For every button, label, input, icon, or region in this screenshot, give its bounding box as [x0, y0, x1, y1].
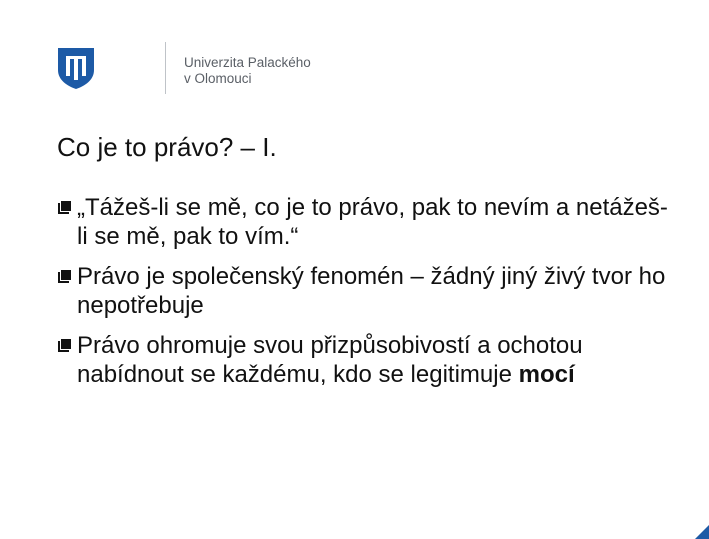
bullet-item [57, 193, 677, 251]
bullet-item [57, 262, 677, 320]
logo-line-1: Univerzita Palackého [184, 55, 311, 70]
bullet-item [57, 331, 677, 389]
bullet-text-bold: mocí [518, 361, 575, 388]
logo-text [184, 55, 311, 87]
corner-accent [695, 525, 709, 539]
university-logo [52, 42, 311, 94]
checkbox-bullet-icon [58, 200, 72, 214]
slide-title: Co je to právo? – I. [57, 132, 277, 162]
checkbox-bullet-icon [58, 269, 72, 283]
bullet-text: „Tážeš-li se mě, co je to právo, pak to nevím a netážeš-li se mě, pak to vím.“ [77, 194, 668, 250]
bullet-list [57, 193, 677, 400]
checkbox-bullet-icon [58, 338, 72, 352]
bullet-text: Právo je společenský fenomén – žádný jiný živý tvor ho nepotřebuje [77, 263, 666, 319]
bullet-text: Právo ohromuje svou přizpůsobivostí a ochotou nabídnout se každému, kdo se legitimuje [77, 332, 583, 388]
logo-divider [165, 42, 166, 94]
shield-icon [56, 46, 96, 90]
logo-line-2: v Olomouci [184, 71, 252, 86]
